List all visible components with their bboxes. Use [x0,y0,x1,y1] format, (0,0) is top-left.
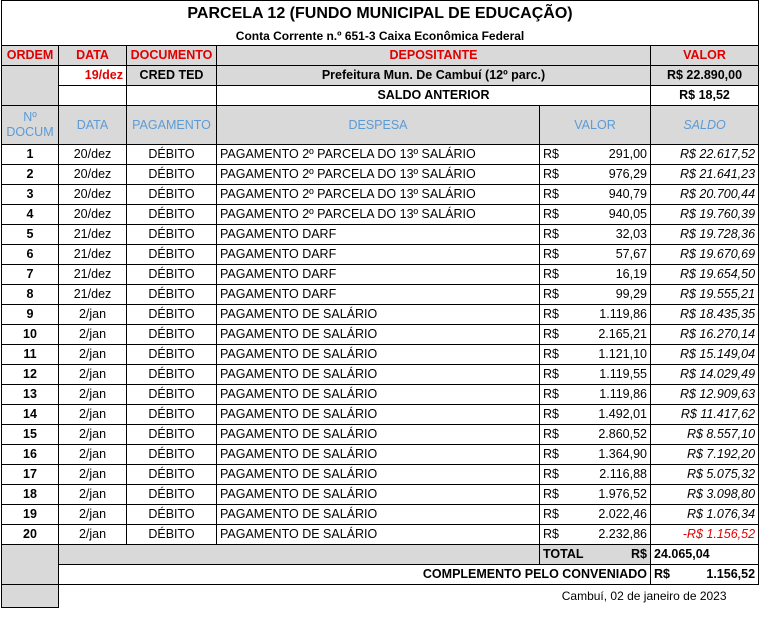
complemento-label: COMPLEMENTO PELO CONVENIADO [59,565,651,585]
row-currency: R$ [543,447,559,461]
row-value [540,185,651,205]
row-amount: 2.165,21 [598,327,647,341]
row-payment: DÉBITO [127,425,217,445]
row-currency: R$ [543,327,559,341]
row-balance: R$ 8.557,10 [651,425,759,445]
row-description: PAGAMENTO DE SALÁRIO [217,305,540,325]
row-currency: R$ [543,167,559,181]
row-balance: R$ 11.417,62 [651,405,759,425]
row-currency: R$ [543,147,559,161]
account-subtitle: Conta Corrente n.º 651-3 Caixa Econômica Federal [2,27,759,46]
row-value [540,505,651,525]
row-payment: DÉBITO [127,405,217,425]
row-payment: DÉBITO [127,365,217,385]
row-amount: 1.121,10 [598,347,647,361]
row-payment: DÉBITO [127,185,217,205]
row-amount: 291,00 [608,147,647,161]
row-value [540,225,651,245]
row-value [540,465,651,485]
row-num: 17 [2,465,59,485]
row-amount: 2.116,88 [599,467,647,481]
row-description: PAGAMENTO DARF [217,265,540,285]
row-balance: R$ 19.555,21 [651,285,759,305]
table-row [2,485,759,505]
saldo-anterior-value: R$ 18,52 [651,86,759,106]
row-currency: R$ [543,387,559,401]
row-balance: R$ 12.909,63 [651,385,759,405]
empty-cell [59,86,127,106]
row-description: PAGAMENTO DE SALÁRIO [217,365,540,385]
table-row [2,285,759,305]
table-row [2,525,759,545]
table-row [2,205,759,225]
row-balance: R$ 21.641,23 [651,165,759,185]
row-balance: R$ 3.098,80 [651,485,759,505]
row-value [540,285,651,305]
empty-cell [2,585,59,608]
row-date: 20/dez [59,185,127,205]
row-date: 2/jan [59,465,127,485]
col-header-ordem: ORDEM [2,46,59,66]
row-balance: R$ 19.670,69 [651,245,759,265]
row-payment: DÉBITO [127,485,217,505]
row-payment: DÉBITO [127,505,217,525]
row-description: PAGAMENTO 2º PARCELA DO 13º SALÁRIO [217,165,540,185]
row-value [540,385,651,405]
row-amount: 976,29 [608,167,647,181]
row-balance: R$ 14.029,49 [651,365,759,385]
row-num: 9 [2,305,59,325]
row-currency: R$ [543,267,559,281]
col-header-documento: DOCUMENTO [127,46,217,66]
table-row [2,385,759,405]
row-description: PAGAMENTO DARF [217,285,540,305]
table-row [2,325,759,345]
row-value [540,345,651,365]
empty-cell [59,545,540,565]
row-currency: R$ [543,227,559,241]
row-currency: R$ [543,527,559,541]
table-row [2,225,759,245]
row-num: 19 [2,505,59,525]
row-payment: DÉBITO [127,445,217,465]
row-date: 2/jan [59,425,127,445]
row-value [540,145,651,165]
row-amount: 2.232,86 [598,527,647,541]
row-amount: 1.976,52 [598,487,647,501]
table-row [2,305,759,325]
row-date: 21/dez [59,225,127,245]
deposit-depositor: Prefeitura Mun. De Cambuí (12º parc.) [217,66,651,86]
row-amount: 1.492,01 [598,407,647,421]
row-date: 2/jan [59,485,127,505]
row-num: 6 [2,245,59,265]
row-payment: DÉBITO [127,205,217,225]
deposit-document: CRED TED [127,66,217,86]
row-currency: R$ [543,467,559,481]
row-balance: R$ 5.075,32 [651,465,759,485]
row-date: 2/jan [59,445,127,465]
row-description: PAGAMENTO DARF [217,245,540,265]
row-date: 21/dez [59,285,127,305]
total-label: TOTAL [543,547,584,561]
row-balance: R$ 1.076,34 [651,505,759,525]
row-num: 13 [2,385,59,405]
row-value [540,165,651,185]
row-currency: R$ [543,367,559,381]
row-currency: R$ [543,407,559,421]
row-balance: R$ 18.435,35 [651,305,759,325]
row-description: PAGAMENTO DE SALÁRIO [217,485,540,505]
row-description: PAGAMENTO DE SALÁRIO [217,385,540,405]
row-currency: R$ [543,207,559,221]
col-header-valor: VALOR [540,106,651,145]
row-currency: R$ [543,247,559,261]
row-value [540,245,651,265]
row-value [540,305,651,325]
row-date: 2/jan [59,365,127,385]
row-date: 2/jan [59,525,127,545]
col-header-data: DATA [59,46,127,66]
row-amount: 32,03 [615,227,647,241]
row-description: PAGAMENTO DE SALÁRIO [217,345,540,365]
expense-rows [2,145,759,545]
footer-place-date: Cambuí, 02 de janeiro de 2023 [561,588,727,603]
row-value [540,365,651,385]
row-num: 3 [2,185,59,205]
row-balance: R$ 15.149,04 [651,345,759,365]
row-num: 20 [2,525,59,545]
row-balance: R$ 20.700,44 [651,185,759,205]
row-payment: DÉBITO [127,525,217,545]
row-amount: 940,05 [608,207,647,221]
row-num: 7 [2,265,59,285]
row-amount: 940,79 [608,187,647,201]
row-description: PAGAMENTO DE SALÁRIO [217,325,540,345]
total-value [651,545,759,565]
total-cell [540,545,651,565]
table-row [2,185,759,205]
row-balance: R$ 22.617,52 [651,145,759,165]
row-amount: 57,67 [615,247,647,261]
row-num: 4 [2,205,59,225]
row-amount: 1.364,90 [598,447,647,461]
col-header-saldo: SALDO [651,106,759,145]
table-row [2,245,759,265]
row-amount: 99,29 [615,287,647,301]
row-date: 20/dez [59,205,127,225]
row-description: PAGAMENTO DE SALÁRIO [217,525,540,545]
row-payment: DÉBITO [127,465,217,485]
col-header-data: DATA [59,106,127,145]
row-payment: DÉBITO [127,245,217,265]
col-header-depositante: DEPOSITANTE [217,46,651,66]
complemento-currency: R$ [654,567,670,581]
row-num: 1 [2,145,59,165]
row-payment: DÉBITO [127,285,217,305]
row-amount: 1.119,86 [599,387,647,401]
row-value [540,205,651,225]
row-value [540,265,651,285]
row-description: PAGAMENTO 2º PARCELA DO 13º SALÁRIO [217,185,540,205]
row-currency: R$ [543,487,559,501]
table-row [2,405,759,425]
table-row [2,345,759,365]
row-date: 2/jan [59,505,127,525]
row-balance: R$ 16.270,14 [651,325,759,345]
row-num: 10 [2,325,59,345]
row-date: 2/jan [59,385,127,405]
row-description: PAGAMENTO DE SALÁRIO [217,505,540,525]
row-num: 14 [2,405,59,425]
row-payment: DÉBITO [127,265,217,285]
row-num: 8 [2,285,59,305]
row-amount: 1.119,86 [599,307,647,321]
saldo-anterior-label: SALDO ANTERIOR [217,86,651,106]
row-payment: DÉBITO [127,385,217,405]
row-description: PAGAMENTO DE SALÁRIO [217,405,540,425]
total-currency: R$ [631,547,647,561]
row-currency: R$ [543,427,559,441]
table-row [2,505,759,525]
row-value [540,405,651,425]
row-num: 12 [2,365,59,385]
col-header-pagamento: PAGAMENTO [127,106,217,145]
row-currency: R$ [543,507,559,521]
table-row [2,465,759,485]
row-balance: R$ 19.654,50 [651,265,759,285]
col-header-num-docum: Nº DOCUM [2,106,59,145]
row-date: 2/jan [59,405,127,425]
row-value [540,485,651,505]
table-row [2,145,759,165]
row-description: PAGAMENTO DE SALÁRIO [217,465,540,485]
table-row [2,445,759,465]
row-amount: 2.860,52 [598,427,647,441]
row-currency: R$ [543,187,559,201]
empty-cell [2,545,59,585]
row-date: 20/dez [59,145,127,165]
row-date: 21/dez [59,245,127,265]
row-value [540,445,651,465]
spreadsheet [1,0,758,608]
row-num: 15 [2,425,59,445]
row-value [540,325,651,345]
row-balance: -R$ 1.156,52 [651,525,759,545]
row-description: PAGAMENTO DE SALÁRIO [217,445,540,465]
row-payment: DÉBITO [127,225,217,245]
row-value [540,425,651,445]
complemento-value-text: 1.156,52 [706,567,756,581]
row-amount: 2.022,46 [598,507,647,521]
row-date: 20/dez [59,165,127,185]
row-date: 2/jan [59,305,127,325]
table-row [2,365,759,385]
empty-cell [127,86,217,106]
table-row [2,425,759,445]
row-balance: R$ 19.760,39 [651,205,759,225]
row-description: PAGAMENTO 2º PARCELA DO 13º SALÁRIO [217,205,540,225]
table-row [2,165,759,185]
row-num: 16 [2,445,59,465]
row-num: 18 [2,485,59,505]
row-date: 2/jan [59,345,127,365]
sheet-title: PARCELA 12 (FUNDO MUNICIPAL DE EDUCAÇÃO) [2,1,759,28]
row-date: 21/dez [59,265,127,285]
row-amount: 16,19 [615,267,647,281]
deposit-date: 19/dez [59,66,127,86]
col-header-valor-deposito: VALOR [651,46,759,66]
row-payment: DÉBITO [127,145,217,165]
row-payment: DÉBITO [127,345,217,365]
row-currency: R$ [543,347,559,361]
col-header-despesa: DESPESA [217,106,540,145]
row-value [540,525,651,545]
deposit-ordem-cell [2,66,59,106]
row-description: PAGAMENTO DE SALÁRIO [217,425,540,445]
row-num: 11 [2,345,59,365]
complemento-value [651,565,759,585]
row-num: 5 [2,225,59,245]
row-amount: 1.119,55 [599,367,647,381]
row-description: PAGAMENTO 2º PARCELA DO 13º SALÁRIO [217,145,540,165]
row-currency: R$ [543,307,559,321]
row-payment: DÉBITO [127,305,217,325]
statement-table [1,0,759,608]
row-payment: DÉBITO [127,165,217,185]
row-balance: R$ 7.192,20 [651,445,759,465]
total-value-text: 24.065,04 [654,547,710,561]
table-row [2,265,759,285]
row-currency: R$ [543,287,559,301]
row-balance: R$ 19.728,36 [651,225,759,245]
deposit-value: R$ 22.890,00 [651,66,759,86]
row-date: 2/jan [59,325,127,345]
row-num: 2 [2,165,59,185]
row-payment: DÉBITO [127,325,217,345]
row-description: PAGAMENTO DARF [217,225,540,245]
